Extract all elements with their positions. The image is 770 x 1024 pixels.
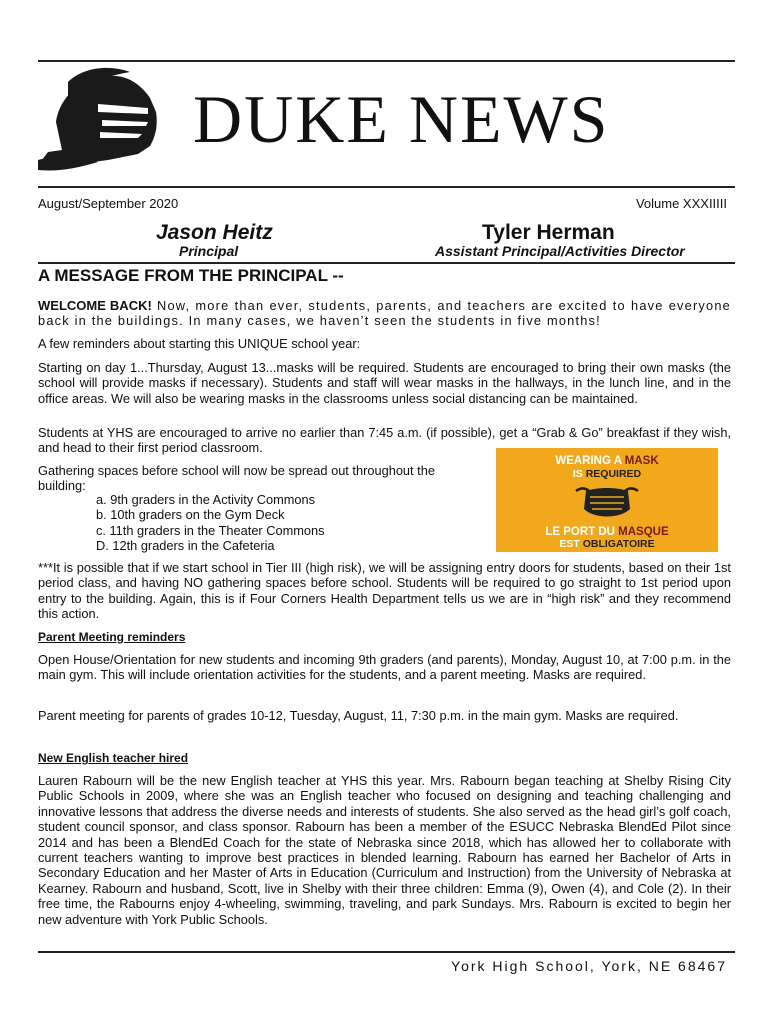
- mask-required-sign: [496, 448, 718, 552]
- welcome-text: Now, more than ever, students, parents, and teachers are excited to have everyone back in the buildings. In many cases, we haven’t seen the students in five months!: [38, 298, 731, 329]
- list-item: a. 9th graders in the Activity Commons: [96, 492, 316, 507]
- sign-line-1: WEARING A MASK: [555, 455, 659, 467]
- gathering-list: [96, 492, 325, 554]
- list-item: c. 11th graders in the Theater Commons: [96, 522, 325, 538]
- assistant-principal-name: Tyler Herman: [482, 221, 615, 244]
- reminders-intro: A few reminders about starting this UNIQUE school year:: [38, 336, 361, 351]
- masks-paragraph: Starting on day 1...Thursday, August 13...masks will be required. Students are encouraged to bring their own masks (the school will provide masks if necessary). Students and staff will wear masks in the hallways, in the lunch line, and in the office areas. We will also be wearing masks in the classrooms unless social distancing can be maintained.: [38, 360, 731, 406]
- arrival-paragraph: Students at YHS are encouraged to arrive no earlier than 7:45 a.m. (if possible), get a “Grab & Go” breakfast if they wish, and head to their first period classroom.: [38, 425, 731, 456]
- top-rule: [38, 60, 735, 62]
- parent-meeting-paragraph: Parent meeting for parents of grades 10-12, Tuesday, August, 11, 7:30 p.m. in the main gym. Masks are required.: [38, 708, 679, 723]
- issue-volume: Volume XXXIIIII: [635, 196, 727, 211]
- new-teacher-heading: New English teacher hired: [38, 751, 189, 765]
- sign-line-4: EST OBLIGATOIRE: [559, 538, 655, 550]
- gathering-intro: Gathering spaces before school will now be spread out throughout the building:: [38, 463, 435, 494]
- parent-meeting-heading: Parent Meeting reminders: [38, 630, 186, 644]
- sign-line-2: IS REQUIRED: [572, 468, 642, 480]
- new-teacher-paragraph: Lauren Rabourn will be the new English teacher at YHS this year. Mrs. Rabourn began teaching at Shelby Rising City Public Schools in 2009, where she was an English teacher who focused on designing and teaching challenging and innovative lessons that address the diverse needs and interests of students. She also served as the head girl’s golf coach, student council sponsor, and class sponsor. Rabourn has been a member of the ESUCC Nebraska BlendEd Pilot since 2014 and has been a BlendEd Coach for the state of Nebraska since 2018, which has allowed her to collaborate with current teachers wanting to improve best practices in blended learning. Rabourn has earned her Bachelor of Arts in Secondary Education and her Master of Arts in Education (Curriculum and Instruction) from the University of Nebraska at Kearney. Rabourn and husband, Scott, live in Shelby with their three children: Emma (9), Owen (4), and Cole (2). In their free time, the Rabourns enjoy 4-wheeling, swimming, traveling, and park Sundays. Mrs. Rabourn is excited to begin her new adventure with York Public Schools.: [38, 773, 731, 927]
- masthead-title: DUKE NEWS: [193, 81, 610, 157]
- masthead-rule: [38, 186, 735, 188]
- tier-paragraph: ***It is possible that if we start school in Tier III (high risk), we will be assigning entry doors for students, based on their 1st period class, and having NO gathering spaces before school. Students will be required to go straight to 1st period upon entry to the building. Again, this is if Four Corners Health Department tells us we are in “high risk” and they recommend this action.: [38, 560, 731, 622]
- issue-date: August/September 2020: [38, 196, 179, 211]
- footer-rule: [38, 951, 735, 953]
- footer-address: York High School, York, NE 68467: [451, 958, 727, 974]
- principal-name: Jason Heitz: [156, 221, 273, 244]
- sign-line-3: LE PORT DU MASQUE: [545, 526, 669, 538]
- section-heading: A MESSAGE FROM THE PRINCIPAL --: [38, 266, 344, 285]
- face-mask-icon: [572, 483, 642, 523]
- welcome-paragraph: [38, 298, 731, 329]
- open-house-paragraph: Open House/Orientation for new students and incoming 9th graders (and parents), Monday, August 10, at 7:00 p.m. in the main gym. This will include orientation activities for the students, and a parent meeting. Masks are required.: [38, 652, 731, 683]
- welcome-lead: WELCOME BACK!: [38, 298, 152, 313]
- header-rule: [38, 262, 735, 264]
- list-item: b. 10th graders on the Gym Deck: [96, 507, 285, 523]
- principal-role: Principal: [179, 243, 239, 259]
- knight-helmet-logo: [38, 64, 170, 176]
- assistant-principal-role: Assistant Principal/Activities Director: [435, 243, 685, 259]
- newsletter-page: [38, 0, 735, 1024]
- list-item: D. 12th graders in the Cafeteria: [96, 538, 275, 554]
